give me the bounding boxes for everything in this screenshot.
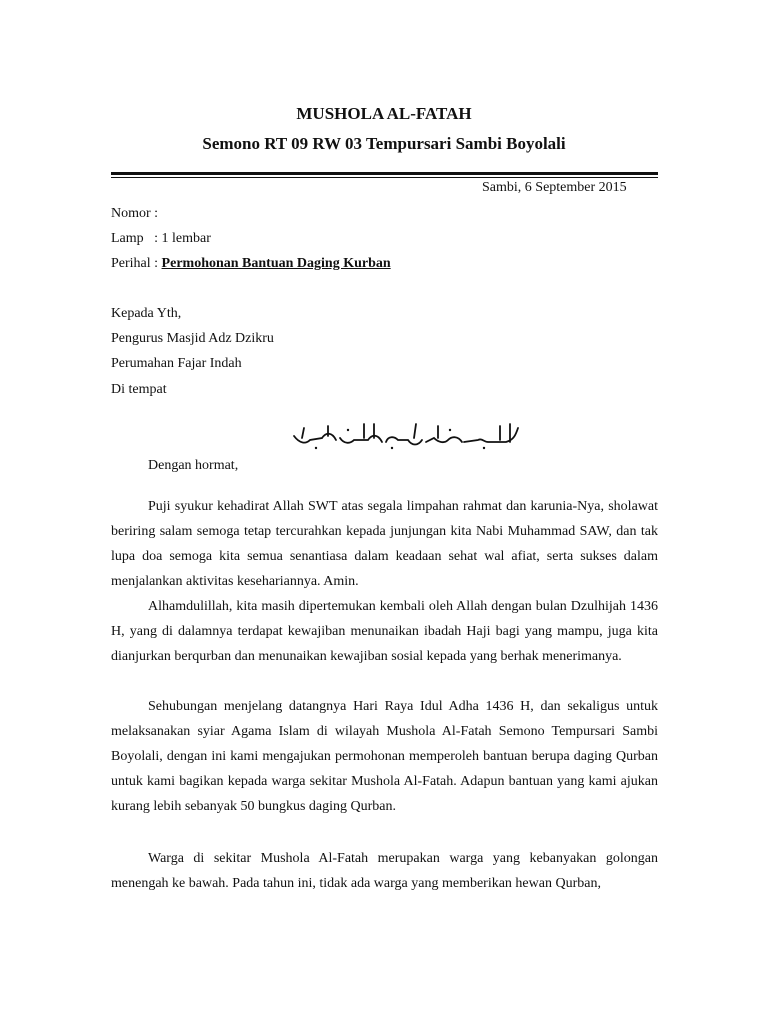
letterhead-rule-thick (111, 172, 658, 175)
perihal-label: Perihal : (111, 256, 162, 271)
nomor-line: Nomor : (111, 206, 159, 221)
recipient-line-2: Pengurus Masjid Adz Dzikru (111, 331, 274, 346)
lampiran-line: Lamp : 1 lembar (111, 231, 211, 246)
paragraph-2: Alhamdulillah, kita masih dipertemukan kembali oleh Allah dengan bulan Dzulhijah 1436 H, yang di dalamnya terdapat kewajiban menunaikan ibadah Haji bagi yang mampu, juga kita dianjurkan berqurban dan menunaikan kewajiban sosial kepada yang berhak menerimanya. (111, 599, 658, 664)
recipient-line-1: Kepada Yth, (111, 306, 182, 321)
paragraph-4: Warga di sekitar Mushola Al-Fatah merupakan warga yang kebanyakan golongan menengah ke bawah. Pada tahun ini, tidak ada warga yang memberikan hewan Qurban, (111, 851, 658, 891)
perihal-value: Permohonan Bantuan Daging Kurban (161, 256, 391, 271)
greeting: Dengan hormat, (148, 458, 239, 473)
perihal-line (111, 256, 391, 272)
letter-date: Sambi, 6 September 2015 (482, 180, 627, 195)
letterhead-title: MUSHOLA AL-FATAH (296, 104, 472, 123)
paragraph-3: Sehubungan menjelang datangnya Hari Raya Idul Adha 1436 H, dan sekaligus untuk melaksanakan syiar Agama Islam di wilayah Mushola Al-Fatah Semono Tempursari Sambi Boyolali, dengan ini kami mengajukan permohonan memperoleh bantuan berupa daging Qurban untuk kami bagikan kepada warga sekitar Mushola Al-Fatah. Adapun bantuan yang kami ajukan kurang lebih sebanyak 50 bungkus daging Qurban. (111, 699, 658, 814)
recipient-line-3: Perumahan Fajar Indah (111, 356, 242, 371)
arabic-salam-calligraphy (288, 418, 524, 452)
recipient-line-4: Di tempat (111, 382, 167, 397)
letterhead-rule-thin (111, 177, 658, 178)
letterhead-address: Semono RT 09 RW 03 Tempursari Sambi Boyolali (202, 134, 566, 153)
paragraph-1: Puji syukur kehadirat Allah SWT atas segala limpahan rahmat dan karunia-Nya, sholawat beriring salam semoga tetap tercurahkan kepada junjungan kita Nabi Muhammad SAW, dan tak lupa doa semoga kita semua senantiasa dalam keadaan sehat wal afiat, serta sukses dalam menjalankan aktivitas kesehariannya. Amin. (111, 499, 658, 589)
